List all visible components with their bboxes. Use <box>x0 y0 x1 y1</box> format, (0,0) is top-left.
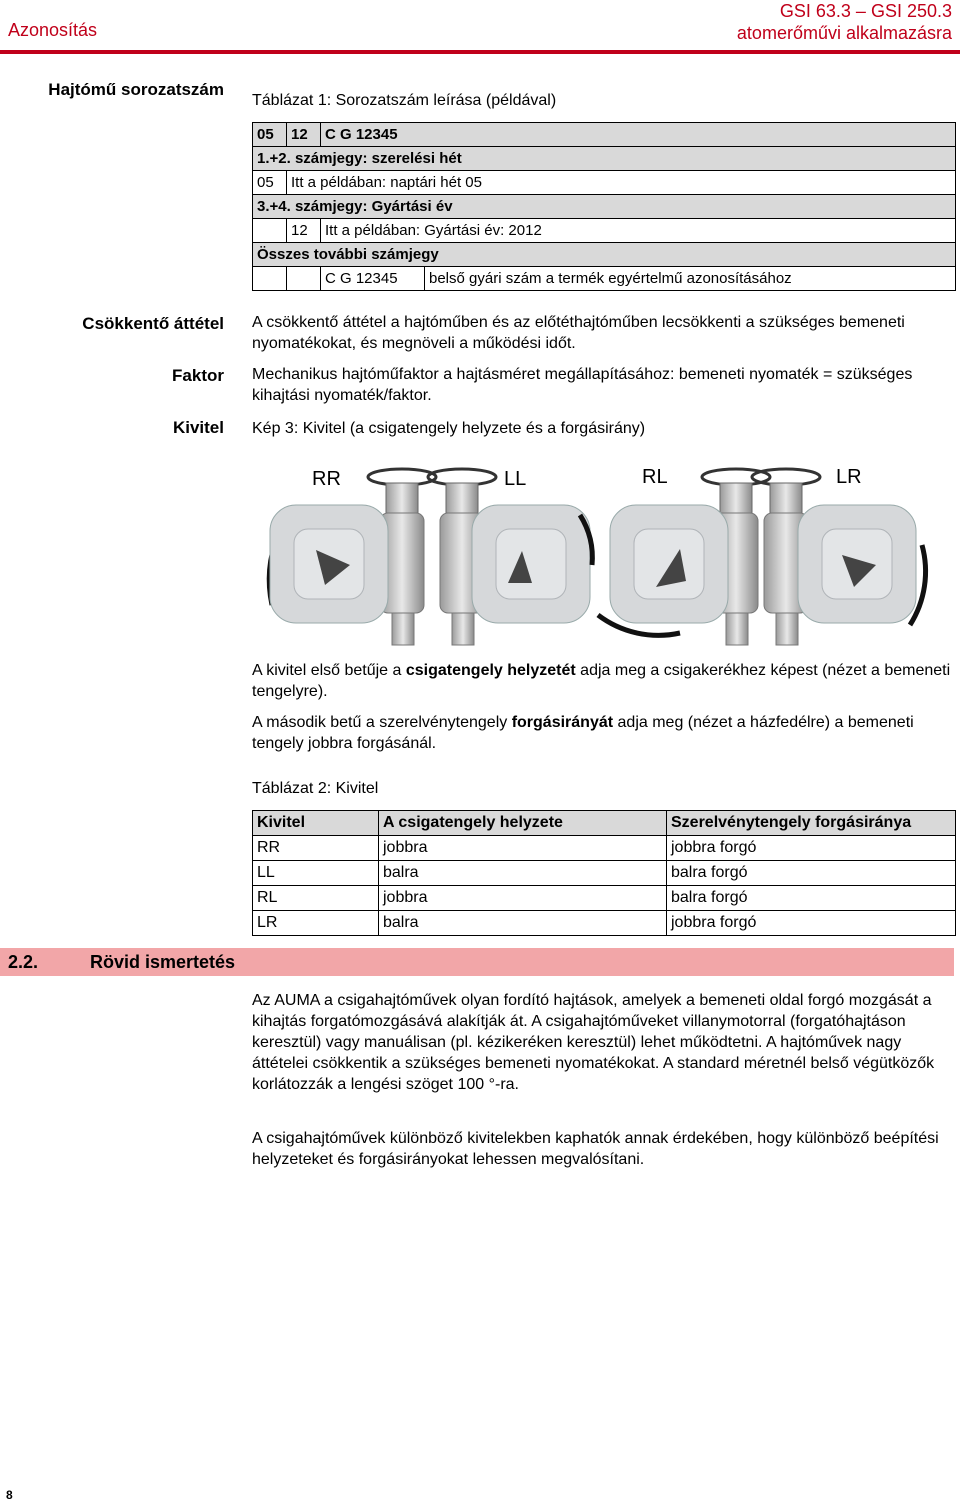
table-cell: RL <box>253 886 379 911</box>
table-row <box>253 123 956 147</box>
side-label-reduction: Csökkentő áttétel <box>82 314 224 333</box>
version-table <box>252 810 956 936</box>
text-run-bold: forgásirányát <box>511 714 614 731</box>
header-product-name: GSI 63.3 – GSI 250.3 <box>779 1 952 21</box>
header-subtitle: atomerőművi alkalmazásra <box>736 23 952 43</box>
table-cell: jobbra forgó <box>667 836 956 861</box>
table-cell: 12 <box>287 219 321 243</box>
table-cell: balra <box>379 911 667 936</box>
table-row <box>253 267 956 291</box>
section-number: 2.2. <box>8 952 39 972</box>
table-row <box>253 861 956 886</box>
figure-caption: Kép 3: Kivitel (a csigatengely helyzete és a forgásirány) <box>252 420 646 437</box>
side-label-factor: Faktor <box>172 366 224 385</box>
version-figure <box>250 455 956 655</box>
version-paragraph-2 <box>252 712 956 754</box>
label-lr: LR <box>836 466 862 488</box>
text-run: adja meg (nézet a házfedélre) a bemeneti tengely jobbra forgásánál. <box>252 714 914 752</box>
table-row <box>253 171 956 195</box>
factor-text: Mechanikus hajtóműfaktor a hajtásméret megállapításához: bemeneti nyomaték = szükséges kihajtási nyomaték/faktor. <box>252 366 913 404</box>
series-number-table <box>252 122 956 291</box>
header-section: Azonosítás <box>8 20 98 40</box>
table-cell: LL <box>253 861 379 886</box>
table-cell: Itt a példában: naptári hét 05 <box>287 171 956 195</box>
text-run: A kivitel első betűje a <box>252 662 406 679</box>
table-cell: jobbra <box>379 836 667 861</box>
table-cell: 1.+2. számjegy: szerelési hét <box>253 147 956 171</box>
gearbox-rr <box>269 468 436 645</box>
table-cell: 3.+4. számjegy: Gyártási év <box>253 195 956 219</box>
reduction-text: A csökkentő áttétel a hajtóműben és az előtéthajtóműben lecsökkenti a szükséges bemeneti nyomatékokat, és megnöveli a működési időt. <box>252 314 905 352</box>
table-cell <box>287 267 321 291</box>
table-cell: balra forgó <box>667 861 956 886</box>
section-title: Rövid ismertetés <box>90 952 236 972</box>
page-number: 8 <box>6 1488 13 1502</box>
summary-paragraph-2: A csigahajtóművek különböző kivitelekben kaphatók annak érdekében, hogy különböző beépítési helyzeteket és forgásirányokat lehessen megvalósítani. <box>252 1130 939 1168</box>
gearbox-rl <box>598 466 770 645</box>
label-ll: LL <box>504 468 527 490</box>
table-cell: 05 <box>253 171 287 195</box>
summary-paragraph-1: Az AUMA a csigahajtóművek olyan fordító hajtások, amelyek a bemeneti oldal forgó mozgását a kihajtás forgatómozgásává alakítják át. A csigahajtóműveket villanymotorral (forgatóhajtáson keresztül) vagy manuálisan (pl. kézikeréken keresztül) lehet működtetni. A hajtóművek nagy áttételei csökkentik a szükséges bemeneti nyomatékokat. A standard méretnél belső végütközők korlátozzák a lengési szöget 100 °-ra. <box>252 992 935 1093</box>
version-paragraph-1 <box>252 660 956 702</box>
table-header-row <box>253 811 956 836</box>
table2-caption: Táblázat 2: Kivitel <box>252 780 379 797</box>
table-cell: jobbra forgó <box>667 911 956 936</box>
label-rl: RL <box>642 466 668 488</box>
table-cell: Összes további számjegy <box>253 243 956 267</box>
table-cell: 12 <box>287 123 321 147</box>
table-cell: balra forgó <box>667 886 956 911</box>
table-row <box>253 219 956 243</box>
table-cell <box>253 219 287 243</box>
text-run: A második betű a szerelvénytengely <box>252 714 512 731</box>
side-label-version: Kivitel <box>172 418 224 437</box>
table-header-cell: Szerelvénytengely forgásiránya <box>667 811 956 836</box>
table-cell: 05 <box>253 123 287 147</box>
table-header-cell: A csigatengely helyzete <box>379 811 667 836</box>
table-row <box>253 911 956 936</box>
table-row <box>253 836 956 861</box>
table-row <box>253 147 956 171</box>
side-label-series: Hajtómű sorozatszám <box>48 80 224 99</box>
table-row <box>253 195 956 219</box>
table-cell: Itt a példában: Gyártási év: 2012 <box>321 219 956 243</box>
text-run-bold: csigatengely helyzetét <box>405 662 576 679</box>
header-product <box>737 0 952 44</box>
table-row <box>253 886 956 911</box>
header-rule <box>0 50 960 54</box>
table-cell: C G 12345 <box>321 123 956 147</box>
table-cell: balra <box>379 861 667 886</box>
table-cell <box>253 267 287 291</box>
table-cell: RR <box>253 836 379 861</box>
table-cell: jobbra <box>379 886 667 911</box>
label-rr: RR <box>312 468 341 490</box>
table-header-cell: Kivitel <box>253 811 379 836</box>
table-row <box>253 243 956 267</box>
gearbox-lr <box>752 466 926 645</box>
table-cell: LR <box>253 911 379 936</box>
gearbox-ll <box>428 468 592 645</box>
table1-caption: Táblázat 1: Sorozatszám leírása (példával) <box>252 92 557 109</box>
text-run: adja meg a csigakerékhez képest (nézet a bemeneti tengelyre). <box>252 662 951 700</box>
table-cell: belső gyári szám a termék egyértelmű azonosításához <box>425 267 956 291</box>
table-cell: C G 12345 <box>321 267 425 291</box>
